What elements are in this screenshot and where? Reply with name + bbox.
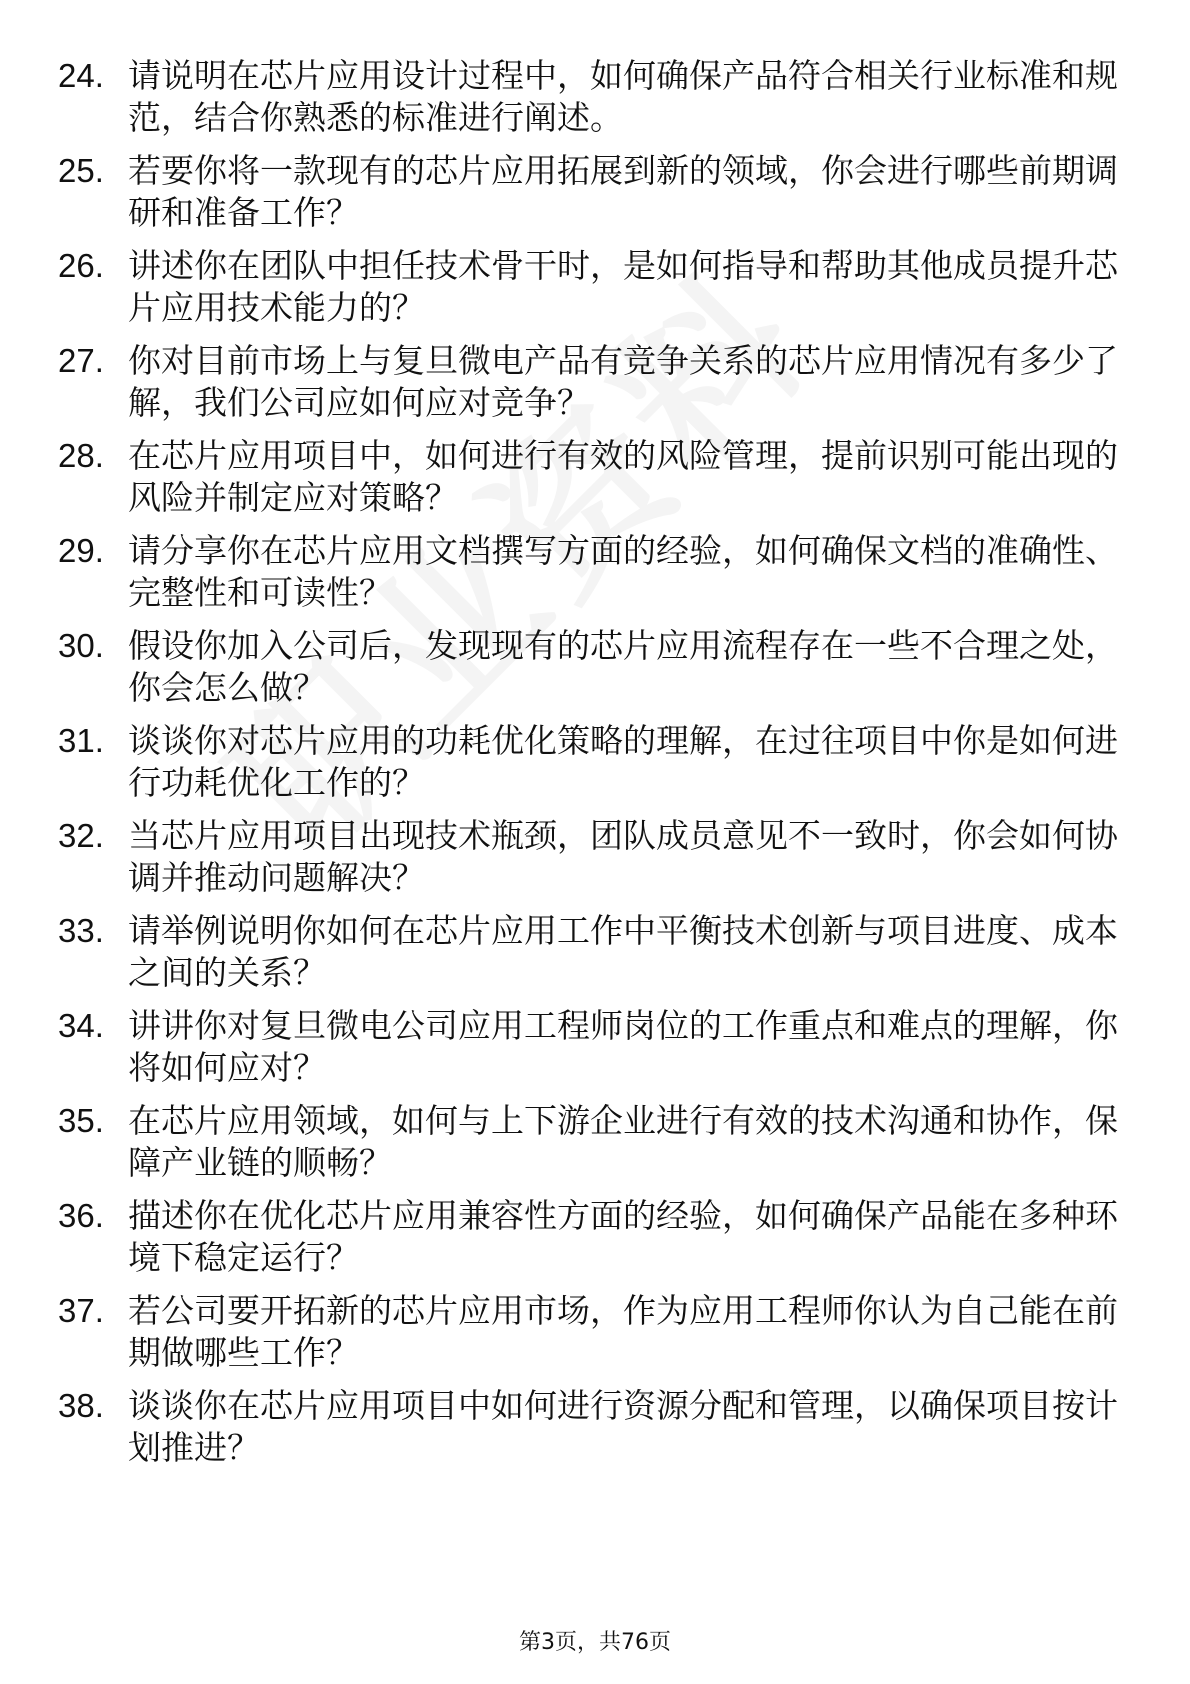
question-number: 31. bbox=[58, 722, 104, 759]
question-item-27 bbox=[58, 340, 1138, 424]
question-number: 25. bbox=[58, 152, 104, 189]
question-number: 34. bbox=[58, 1007, 104, 1044]
question-item-30 bbox=[58, 625, 1138, 709]
question-item-32 bbox=[58, 815, 1138, 899]
question-item-26 bbox=[58, 245, 1138, 329]
question-item-34 bbox=[58, 1005, 1138, 1089]
question-text: 请举例说明你如何在芯片应用工作中平衡技术创新与项目进度、成本之间的关系？ bbox=[128, 911, 1118, 992]
question-item-36 bbox=[58, 1195, 1138, 1279]
question-number: 36. bbox=[58, 1197, 104, 1234]
page-footer bbox=[0, 1625, 1190, 1656]
question-text: 描述你在优化芯片应用兼容性方面的经验，如何确保产品能在多种环境下稳定运行？ bbox=[128, 1196, 1118, 1277]
question-number: 33. bbox=[58, 912, 104, 949]
question-text: 在芯片应用项目中，如何进行有效的风险管理，提前识别可能出现的风险并制定应对策略？ bbox=[128, 436, 1118, 517]
question-number: 27. bbox=[58, 342, 104, 379]
question-text: 当芯片应用项目出现技术瓶颈，团队成员意见不一致时，你会如何协调并推动问题解决？ bbox=[128, 816, 1118, 897]
question-item-38 bbox=[58, 1385, 1138, 1469]
question-number: 37. bbox=[58, 1292, 104, 1329]
question-number: 29. bbox=[58, 532, 104, 569]
question-text: 谈谈你对芯片应用的功耗优化策略的理解，在过往项目中你是如何进行功耗优化工作的？ bbox=[128, 721, 1118, 802]
question-text: 你对目前市场上与复旦微电产品有竞争关系的芯片应用情况有多少了解，我们公司应如何应对竞争？ bbox=[128, 341, 1118, 422]
question-text: 谈谈你在芯片应用项目中如何进行资源分配和管理，以确保项目按计划推进？ bbox=[128, 1386, 1118, 1467]
question-number: 32. bbox=[58, 817, 104, 854]
question-item-35 bbox=[58, 1100, 1138, 1184]
question-item-29 bbox=[58, 530, 1138, 614]
question-text: 讲讲你对复旦微电公司应用工程师岗位的工作重点和难点的理解，你将如何应对？ bbox=[128, 1006, 1118, 1087]
question-number: 38. bbox=[58, 1387, 104, 1424]
question-text: 在芯片应用领域，如何与上下游企业进行有效的技术沟通和协作，保障产业链的顺畅？ bbox=[128, 1101, 1118, 1182]
question-text: 请分享你在芯片应用文档撰写方面的经验，如何确保文档的准确性、完整性和可读性？ bbox=[128, 531, 1118, 612]
question-text: 若公司要开拓新的芯片应用市场，作为应用工程师你认为自己能在前期做哪些工作？ bbox=[128, 1291, 1118, 1372]
question-text: 假设你加入公司后，发现现有的芯片应用流程存在一些不合理之处，你会怎么做？ bbox=[128, 626, 1118, 707]
question-number: 26. bbox=[58, 247, 104, 284]
question-text: 请说明在芯片应用设计过程中，如何确保产品符合相关行业标准和规范，结合你熟悉的标准进行阐述。 bbox=[128, 56, 1118, 137]
question-item-24 bbox=[58, 55, 1138, 139]
question-text: 若要你将一款现有的芯片应用拓展到新的领域，你会进行哪些前期调研和准备工作？ bbox=[128, 151, 1118, 232]
question-item-25 bbox=[58, 150, 1138, 234]
question-number: 35. bbox=[58, 1102, 104, 1139]
question-number: 30. bbox=[58, 627, 104, 664]
question-text: 讲述你在团队中担任技术骨干时，是如何指导和帮助其他成员提升芯片应用技术能力的？ bbox=[128, 246, 1118, 327]
question-number: 24. bbox=[58, 57, 104, 94]
question-item-31 bbox=[58, 720, 1138, 804]
question-item-37 bbox=[58, 1290, 1138, 1374]
question-item-33 bbox=[58, 910, 1138, 994]
question-number: 28. bbox=[58, 437, 104, 474]
page-number-label: 第3页，共76页 bbox=[519, 1630, 671, 1655]
question-list bbox=[58, 55, 1138, 1480]
question-item-28 bbox=[58, 435, 1138, 519]
